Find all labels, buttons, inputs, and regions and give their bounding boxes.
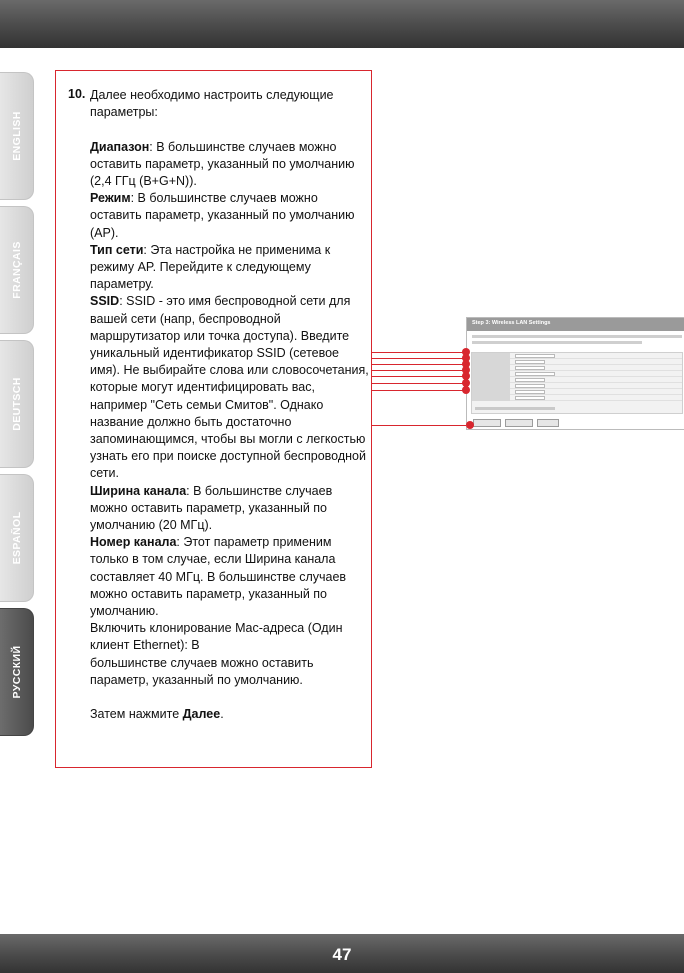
item-ssid — [90, 293, 370, 482]
step-intro: Далее необходимо настроить следующие параметры: — [90, 88, 334, 120]
wizard-screenshot — [466, 317, 684, 430]
header-bar — [0, 0, 684, 48]
callout-line-mac-clone — [372, 390, 466, 391]
final-suffix: . — [220, 707, 224, 722]
screenshot-note — [475, 407, 555, 410]
screenshot-next-button — [505, 419, 533, 427]
item-channel-width-text: : В большинстве случаев можно оставить параметр, указанный по умолчанию (20 МГц). — [90, 483, 333, 533]
item-network-type-term: Тип сети — [90, 242, 144, 257]
screenshot-row — [472, 395, 682, 401]
tab-espanol-label: ESPAÑOL — [10, 511, 23, 565]
callout-line-network-type — [372, 364, 466, 365]
item-mode-term: Режим — [90, 191, 131, 206]
final-instruction — [90, 706, 370, 723]
screenshot-description-2 — [472, 341, 642, 344]
screenshot-title: Step 3: Wireless LAN Settings — [472, 320, 551, 326]
tab-deutsch-label: DEUTSCH — [10, 377, 23, 431]
tab-espanol[interactable] — [0, 474, 34, 602]
item-band-text: : В большинстве случаев можно оставить параметр, указанный по умолчанию (2,4 ГГц (B+G+N)). — [90, 139, 355, 188]
instruction-box — [55, 70, 372, 768]
final-prefix: Затем нажмите — [90, 707, 183, 722]
item-band — [90, 139, 370, 191]
final-term: Далее — [182, 707, 221, 722]
callout-line-channel-number — [372, 383, 466, 384]
item-band-term: Диапазон — [90, 139, 150, 154]
screenshot-description — [472, 335, 682, 338]
item-channel-width — [90, 483, 370, 535]
tab-russian-label: РУССКИЙ — [10, 645, 23, 699]
step-number: 10. — [68, 87, 86, 101]
callout-line-band — [372, 352, 466, 353]
item-mac-clone-line-2: большинстве случаев можно оставить параметр, указанный по умолчанию. — [90, 655, 314, 687]
tab-russian[interactable] — [0, 608, 34, 736]
item-network-type — [90, 242, 370, 294]
tab-english[interactable] — [0, 72, 34, 200]
screenshot-header — [467, 318, 684, 331]
screenshot-back-button — [473, 419, 501, 427]
item-channel-number-text: : Этот параметр применим только в том случае, если Ширина канала составляет 40 МГц. В большинстве случаев можно оставить параметр, указанный по умолчанию. — [90, 535, 347, 619]
callout-line-next — [372, 425, 470, 426]
item-mode-text: : В большинстве случаев можно оставить параметр, указанный по умолчанию (AP). — [90, 191, 355, 240]
screenshot-cancel-button — [537, 419, 559, 427]
item-channel-width-term: Ширина канала — [90, 483, 187, 498]
callout-dot-next — [466, 421, 474, 429]
item-ssid-text: : SSID - это имя беспроводной сети для вашей сети (напр, беспроводной маршрутизатор или точка доступа). Введите уникальный идентификатор SSID (сетевое имя). Не выбирайте слова или словосочетания, которые могут идентифицировать вас, например "Сеть семьи Смитов". Однако название должно быть достаточно запоминающимся, чтобы вы могли с легкостью узнать его при поиске доступной беспроводной сети. — [90, 294, 369, 481]
step-text — [90, 87, 370, 723]
item-channel-number — [90, 534, 370, 620]
callout-line-ssid — [372, 370, 466, 371]
item-network-type-text: : Эта настройка не применима к режиму AP. Перейдите к следующему параметру. — [90, 242, 331, 292]
item-channel-number-term: Номер канала — [90, 535, 177, 550]
item-mode — [90, 190, 370, 242]
tab-francais[interactable] — [0, 206, 34, 334]
tab-francais-label: FRANÇAIS — [10, 241, 23, 299]
callout-dot-mac-clone — [462, 386, 470, 394]
tab-english-label: ENGLISH — [10, 111, 23, 161]
page-number: 47 — [332, 945, 352, 964]
item-mac-clone-line-1: Включить клонирование Mac-адреса (Один клиент Ethernet): В — [90, 621, 343, 653]
callout-line-channel-width — [372, 376, 466, 377]
tab-deutsch[interactable] — [0, 340, 34, 468]
callout-line-mode — [372, 358, 466, 359]
item-ssid-term: SSID — [90, 294, 120, 309]
screenshot-settings-table — [471, 352, 683, 414]
